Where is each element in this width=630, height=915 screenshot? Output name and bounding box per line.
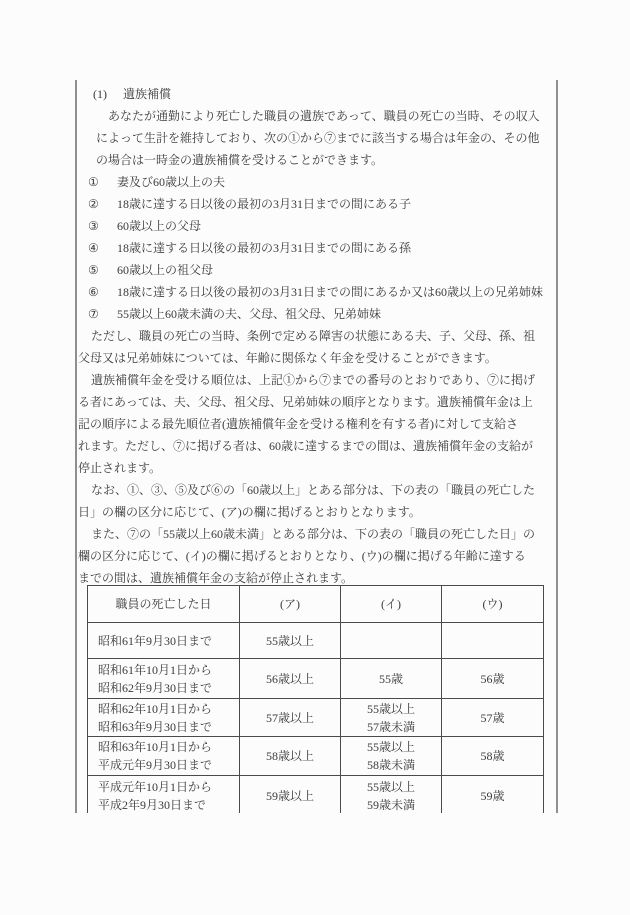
cell-b: 55歳: [341, 659, 442, 698]
cell-a: 59歳以上: [240, 776, 341, 813]
list-marker: ⑤: [88, 263, 99, 277]
cell-c: 56歳: [480, 671, 505, 686]
list-marker: ④: [88, 241, 99, 255]
cell-c: [442, 623, 543, 658]
list-item-text: 妻及び60歳以上の夫: [117, 175, 226, 189]
cell-death-date: 昭和62年10月1日から 昭和63年9月30日まで: [88, 699, 240, 736]
cell-death-date: 昭和61年9月30日まで: [88, 623, 240, 658]
list-item-text: 60歳以上の父母: [117, 219, 202, 233]
section-title: 遺族補償: [123, 87, 172, 101]
table-row: [88, 659, 543, 699]
cell-a: 55歳以上: [240, 623, 341, 658]
cell-b: 55歳以上 58歳未満: [341, 737, 442, 775]
document-content: [76, 83, 558, 589]
list-item-4: [88, 237, 558, 259]
list-marker: ⑦: [88, 307, 99, 321]
paragraph-line: れます。ただし、⑦に掲げる者は、60歳に達するまでの間は、遺族補償年金の支給が: [78, 439, 534, 453]
cell-b: 55歳以上 59歳未満: [341, 776, 442, 813]
cell-b: 55歳以上 57歳未満: [341, 699, 442, 736]
paragraph-line: 停止されます。: [78, 461, 162, 475]
list-item-1: [88, 171, 558, 193]
cell-death-date: 昭和63年10月1日から 平成元年9月30日まで: [88, 737, 240, 775]
list-marker: ①: [88, 175, 99, 189]
cell-death-date: 昭和61年10月1日から 昭和62年9月30日まで: [88, 659, 240, 698]
paragraph-line: 遺族補償年金を受ける順位は、上記①から⑦までの番号のとおりであり、⑦に掲げ: [91, 373, 536, 387]
intro-line: あなたが通勤により死亡した職員の遺族であって、職員の死亡の当時、その収入: [108, 109, 540, 123]
cell-death-date: 平成元年10月1日から 平成2年9月30日まで: [88, 776, 240, 813]
age-table: [87, 585, 544, 813]
paragraph-line: 欄の区分に応じて、(イ)の欄に掲げるとおりとなり、(ウ)の欄に掲げる年齢に達する: [78, 549, 526, 563]
header-cell-b: (イ): [341, 586, 442, 622]
paragraph-line: までの間は、遺族補償年金の支給が停止されます。: [78, 571, 354, 585]
cell-a: 57歳以上: [240, 699, 341, 736]
cell-c: 58歳: [480, 749, 505, 763]
table-row: [88, 623, 543, 659]
header-cell-a: (ア): [240, 586, 341, 622]
cell-b: [341, 623, 442, 658]
paragraph-line: また、⑦の「55歳以上60歳未満」とある部分は、下の表の「職員の死亡した日」の: [91, 527, 536, 541]
cell-c: 59歳: [480, 789, 505, 803]
header-cell-c: (ウ): [482, 597, 503, 611]
section-number: (1): [93, 87, 107, 101]
list-item-5: [88, 259, 558, 281]
paragraph-line: 日」の欄の区分に応じて、(ア)の欄に掲げるとおりとなります。: [78, 505, 421, 519]
cell-a: 56歳以上: [240, 659, 341, 698]
header-cell-death-date: 職員の死亡した日: [88, 586, 240, 622]
list-item-text: 18歳に達する日以後の最初の3月31日までの間にある孫: [117, 241, 412, 255]
table-row: [88, 776, 543, 813]
paragraph-line: 父母又は兄弟姉妹については、年齢に関係なく年金を受けることができます。: [78, 351, 497, 365]
intro-line: によって生計を維持しており、次の①から⑦までに該当する場合は年金の、その他: [96, 131, 540, 145]
cell-a: 58歳以上: [240, 737, 341, 775]
list-item-text: 18歳に達する日以後の最初の3月31日までの間にあるか又は60歳以上の兄弟姉妹: [117, 285, 544, 299]
list-item-7: [88, 303, 558, 325]
cell-c: 57歳: [480, 710, 505, 725]
list-marker: ②: [88, 197, 99, 211]
paragraph-line: る者にあっては、夫、父母、祖父母、兄弟姉妹の順序となります。遺族補償年金は上: [78, 395, 533, 409]
intro-line: の場合は一時金の遺族補償を受けることができます。: [96, 153, 384, 167]
table-row: [88, 699, 543, 737]
list-item-text: 18歳に達する日以後の最初の3月31日までの間にある子: [117, 197, 412, 211]
list-item-text: 55歳以上60歳未満の夫、父母、祖父母、兄弟姉妹: [117, 307, 382, 321]
list-item-3: [88, 215, 558, 237]
list-item-text: 60歳以上の祖父母: [117, 263, 214, 277]
list-item-2: [88, 193, 558, 215]
paragraph-line: なお、①、③、⑤及び⑥の「60歳以上」とある部分は、下の表の「職員の死亡した: [91, 483, 536, 497]
list-item-6: [88, 281, 558, 303]
section-heading: [93, 83, 558, 105]
list-marker: ⑥: [88, 285, 99, 299]
table-header-row: [88, 586, 543, 623]
list-marker: ③: [88, 219, 99, 233]
paragraph-line: 記の順序による最先順位者(遺族補償年金を受ける権利を有する者)に対して支給さ: [78, 417, 518, 431]
table-row: [88, 737, 543, 776]
paragraph-line: ただし、職員の死亡の当時、条例で定める障害の状態にある夫、子、父母、孫、祖: [91, 329, 536, 343]
